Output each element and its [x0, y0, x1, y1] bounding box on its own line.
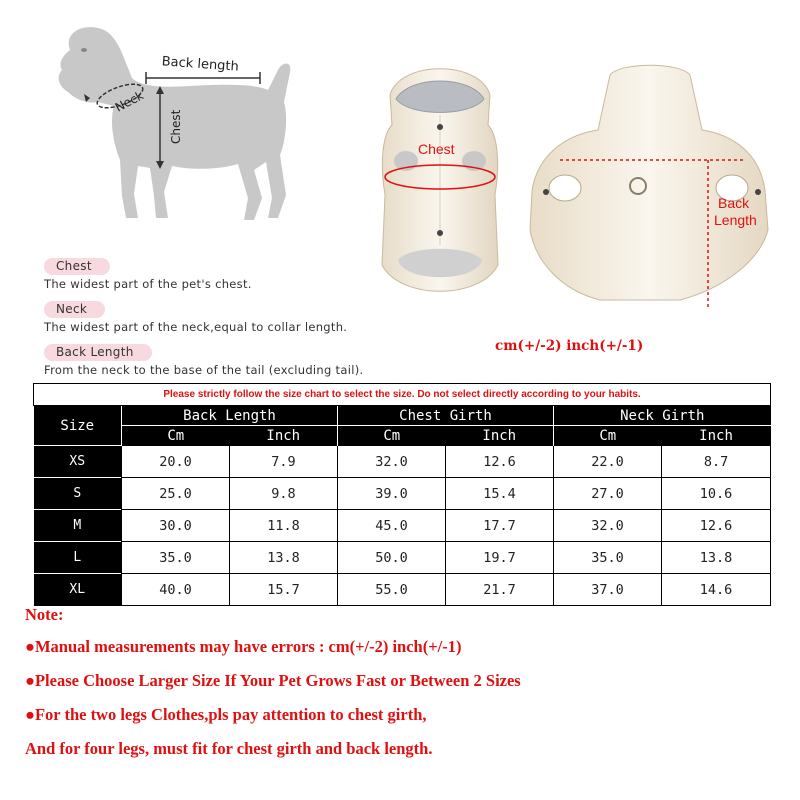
- table-cell: 37.0: [554, 574, 662, 606]
- size-warning: Please strictly follow the size chart to select the size. Do not select directly according to your habits.: [34, 384, 771, 406]
- dog-measurement-diagram: [40, 20, 340, 235]
- unit-header: Cm: [554, 426, 662, 446]
- unit-header: Inch: [662, 426, 771, 446]
- table-cell: 35.0: [554, 542, 662, 574]
- table-cell: 12.6: [446, 446, 554, 478]
- note-line: And for four legs, must fit for chest girth and back length.: [25, 739, 433, 758]
- note-line: ●For the two legs Clothes,pls pay attention to chest girth,: [25, 705, 427, 724]
- table-cell: 32.0: [338, 446, 446, 478]
- table-cell: 25.0: [122, 478, 230, 510]
- coat-front-image: [370, 55, 510, 305]
- size-label: XS: [34, 446, 122, 478]
- table-cell: 7.9: [230, 446, 338, 478]
- back-length-label: Back length: [161, 54, 240, 75]
- table-row: [34, 510, 771, 542]
- table-cell: 13.8: [230, 542, 338, 574]
- chest-definition: The widest part of the pet's chest.: [44, 277, 252, 291]
- table-cell: 20.0: [122, 446, 230, 478]
- size-label: XL: [34, 574, 122, 606]
- unit-header: Inch: [446, 426, 554, 446]
- note-line: ●Manual measurements may have errors : cm(+/-2) inch(+/-1): [25, 637, 462, 656]
- tolerance-note: cm(+/-2) inch(+/-1): [495, 338, 644, 354]
- table-cell: 39.0: [338, 478, 446, 510]
- table-cell: 14.6: [662, 574, 771, 606]
- table-cell: 12.6: [662, 510, 771, 542]
- table-cell: 17.7: [446, 510, 554, 542]
- coat-back-label-line2: Length: [714, 212, 757, 228]
- table-row: [34, 574, 771, 606]
- table-cell: 50.0: [338, 542, 446, 574]
- table-cell: 15.7: [230, 574, 338, 606]
- table-cell: 32.0: [554, 510, 662, 542]
- table-cell: 11.8: [230, 510, 338, 542]
- back-length-header: Back Length: [122, 406, 338, 426]
- dog-eye: [81, 48, 87, 52]
- note-line: ●Please Choose Larger Size If Your Pet Grows Fast or Between 2 Sizes: [25, 671, 521, 690]
- table-cell: 10.6: [662, 478, 771, 510]
- size-label: L: [34, 542, 122, 574]
- table-row: [34, 542, 771, 574]
- table-cell: 40.0: [122, 574, 230, 606]
- table-cell: 55.0: [338, 574, 446, 606]
- size-label: M: [34, 510, 122, 542]
- table-row: [34, 446, 771, 478]
- table-cell: 13.8: [662, 542, 771, 574]
- chest-tag: Chest: [44, 258, 110, 275]
- table-cell: 30.0: [122, 510, 230, 542]
- chest-label: Chest: [169, 109, 183, 144]
- table-cell: 45.0: [338, 510, 446, 542]
- chest-girth-header: Chest Girth: [338, 406, 554, 426]
- size-chart-table: [33, 383, 771, 606]
- table-cell: 9.8: [230, 478, 338, 510]
- neck-label: Neck: [112, 88, 146, 115]
- neck-girth-header: Neck Girth: [554, 406, 771, 426]
- table-cell: 27.0: [554, 478, 662, 510]
- notes-title: Note:: [25, 605, 64, 624]
- size-column-header: Size: [34, 406, 122, 446]
- coat-back-image: [520, 60, 780, 315]
- table-cell: 22.0: [554, 446, 662, 478]
- coat-back-label-line1: Back: [718, 195, 750, 211]
- table-cell: 35.0: [122, 542, 230, 574]
- back-length-tag: Back Length: [44, 344, 152, 361]
- unit-header: Cm: [122, 426, 230, 446]
- table-cell: 15.4: [446, 478, 554, 510]
- back-length-definition: From the neck to the base of the tail (excluding tail).: [44, 363, 364, 377]
- table-cell: 8.7: [662, 446, 771, 478]
- table-row: [34, 478, 771, 510]
- neck-definition: The widest part of the neck,equal to collar length.: [44, 320, 348, 334]
- coat-chest-label: Chest: [418, 141, 455, 157]
- size-label: S: [34, 478, 122, 510]
- table-cell: 21.7: [446, 574, 554, 606]
- unit-header: Cm: [338, 426, 446, 446]
- unit-header: Inch: [230, 426, 338, 446]
- table-cell: 19.7: [446, 542, 554, 574]
- neck-tag: Neck: [44, 301, 105, 318]
